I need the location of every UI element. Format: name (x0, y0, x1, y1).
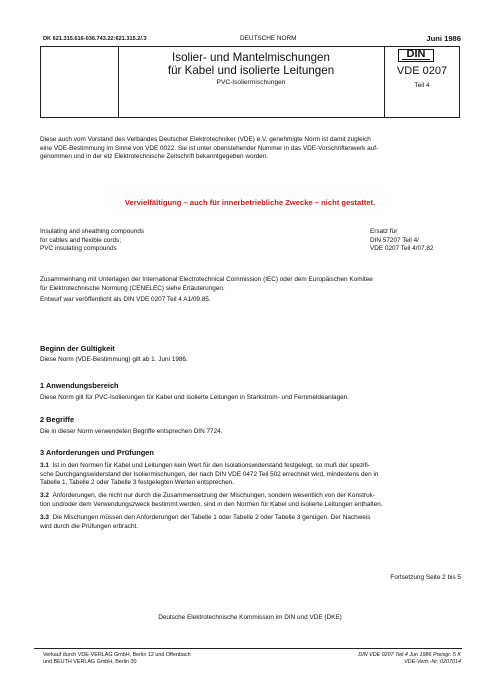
paragraph-3-2-line-2: tion und/oder dem Verwendungszweck bestimmt werden, sind in den Normen für Kabel und isolierte Leitungen enthalten. (40, 500, 383, 508)
english-title (40, 228, 260, 254)
document-title (118, 52, 384, 77)
vde-number: VDE 0207 (396, 65, 448, 77)
din-logo (398, 49, 434, 62)
paragraph-3-3-line-1: Die Mischungen müssen den Anforderungen der Tabelle 1 oder Tabelle 2 oder Tabelle 3 genügen. Der Nachweis (52, 514, 371, 521)
title-line-2: für Kabel und isolierte Leitungen (167, 63, 335, 77)
footer-commission: Deutsche Elektrotechnische Kommission im DIN und VDE (DKE) (158, 614, 342, 621)
iec-relation-note (40, 276, 460, 293)
english-title-line-2: for cables and flexible cords; (40, 236, 121, 244)
iec-line-2: für Elektrotechnische Normung (CENELEC) siehe Erläuterungen. (40, 284, 225, 292)
paragraph-3-1-number: 3.1 (40, 462, 49, 469)
paragraph-3-1-line-3: Tabelle 1, Tabelle 2 oder Tabelle 3 festgelegten Werten entsprechen. (40, 479, 234, 487)
replacement-line-1: Ersatz für (370, 228, 398, 235)
replacement-line-2: DIN 57207 Teil 4/ (370, 236, 419, 244)
english-title-line-3: PVC insulating compounds (40, 245, 117, 253)
paragraph-3-3-number: 3.3 (40, 514, 49, 521)
issue-date: Juni 1986 (426, 34, 461, 43)
footer-reference-line-1: DIN VDE 0207 Teil 4 Jun 1986 Preisgr. 5 K (358, 652, 461, 658)
intro-line-2: eine VDE-Bestimmung im Sinne von VDE 0022. Sie ist unter obenstehender Nummer in das VDE-Vorschriftenwerk auf- (40, 144, 379, 152)
teil-number: Teil 4 (414, 82, 430, 89)
norm-label: DEUTSCHE NORM (240, 35, 297, 42)
continuation-note: Fortsetzung Seite 2 bis 5 (390, 574, 461, 581)
copy-warning: Vervielfältigung – auch für innerbetriebliche Zwecke – nicht gestattet. (124, 198, 376, 207)
footer-reference (358, 652, 461, 666)
section-heading-gueltigkeit: Beginn der Gültigkeit (40, 344, 115, 353)
section-heading-begriffe: 2 Begriffe (40, 415, 75, 424)
paragraph-3-2 (40, 492, 462, 509)
replacement-note (370, 228, 470, 254)
section-heading-anwendung: 1 Anwendungsbereich (40, 381, 119, 390)
iec-line-1: Zusammenhang mit Unterlagen der International Electrotechnical Commission (IEC) oder dem Europäischen Komitee (40, 276, 373, 283)
section-text-begriffe: Die in dieser Norm verwendeten Begriffe entsprechen DIN 7724. (40, 428, 223, 435)
intro-line-1: Diese auch vom Vorstand des Verbandes Deutscher Elektrotechniker (VDE) e.V. genehmigte Norm ist damit zugleich (40, 136, 371, 143)
draft-note: Entwurf war veröffentlicht als DIN VDE 0207 Teil 4 A1/09.85. (40, 296, 211, 303)
paragraph-3-1-line-2: sche Durchgangswiderstand der Isoliermischungen, der nach DIN VDE 0472 Teil 502 errechnet wird, mindestens den in (40, 470, 379, 478)
english-title-line-1: Insulating and sheathing compounds (40, 228, 145, 235)
section-text-anwendung: Diese Norm gilt für PVC-Isolierungen für Kabel und isolierte Leitungen in Starkstrom- und Fernmeldeanlagen. (40, 394, 350, 401)
document-subtitle: PVC-Isoliermischungen (216, 79, 286, 86)
dk-classification: DK 621.315.616-036.743.22:621.315.2/.3 (43, 36, 147, 42)
paragraph-3-1 (40, 462, 462, 488)
title-line-1: Isolier- und Mantelmischungen (172, 51, 330, 64)
paragraph-3-3 (40, 514, 462, 531)
paragraph-3-2-line-1: Anforderungen, die nicht nur durch die Zusammensetzung der Mischungen, sondern wesentlich von der Konstruk- (52, 492, 376, 499)
intro-line-3: genommen und in der etz Elektrotechnische Zeitschrift bekanntgegeben worden. (40, 153, 269, 161)
paragraph-3-2-number: 3.2 (40, 492, 49, 499)
section-heading-anforderungen: 3 Anforderungen und Prüfungen (40, 448, 154, 457)
footer-divider (34, 648, 462, 649)
intro-paragraph (40, 136, 460, 162)
paragraph-3-1-line-1: Ist in den Normen für Kabel und Leitungen kein Wert für den Isolationswiderstand festgelegt, so muß der spezifi- (52, 462, 370, 469)
din-logo-text: DIN (402, 50, 430, 60)
footer-publisher-line-1: Verkauf durch VDE-VERLAG GmbH, Berlin 12 und Offenbach (43, 652, 191, 658)
section-text-gueltigkeit: Diese Norm (VDE-Bestimmung) gilt ab 1. Juni 1986. (40, 356, 188, 363)
footer-reference-line-2: VDE-Vertr.-Nr. 0207014 (404, 659, 461, 665)
paragraph-3-3-line-2: wird durch die Prüfungen erbracht. (40, 522, 139, 530)
footer-publisher (43, 652, 191, 666)
footer-publisher-line-2: und BEUTH VERLAG GmbH, Berlin 30 (43, 659, 137, 665)
replacement-line-3: VDE 0207 Teil 4/07.82 (370, 245, 434, 253)
